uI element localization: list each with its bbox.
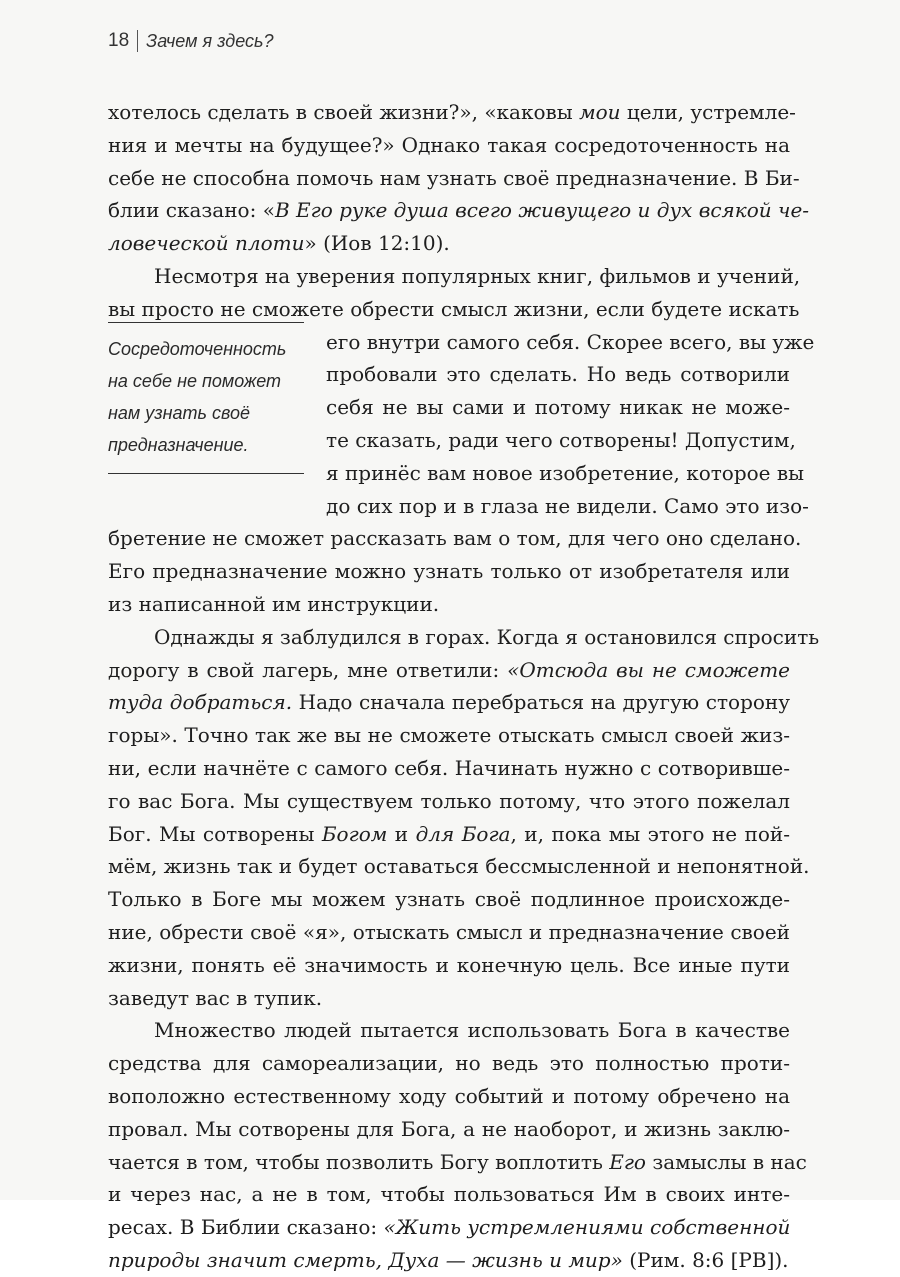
text-line: ни, если начнёте с самого себя. Начинать нужно с сотворивше- (108, 755, 790, 780)
text-line: воположно естественному ходу событий и потому обречено на (108, 1083, 790, 1108)
text-line: ния и мечты на будущее?» Однако такая сосредоточенность на (108, 132, 790, 157)
running-header (108, 30, 273, 52)
pull-quote-line: на себе не поможет (108, 371, 282, 391)
text-line: жизни, понять её значимость и конечную цель. Все иные пути (108, 952, 790, 977)
text-line: Его предназначение можно узнать только от изобретателя или (108, 559, 790, 584)
text-line: ние, обрести своё «я», отыскать смысл и предназначение своей (108, 919, 790, 944)
text-line: Множество людей пытается использовать Бога в качестве (154, 1018, 790, 1043)
text-line: Только в Боге мы можем узнать своё подлинное происхожде- (108, 887, 790, 912)
text-line: те сказать, ради чего сотворены! Допустим, (326, 427, 796, 452)
text-line: заведут вас в тупик. (108, 985, 323, 1010)
text-line: ресах. В Библии сказано: «Жить устремлениями собственной (108, 1215, 791, 1240)
text-line: мём, жизнь так и будет оставаться бессмысленной и непонятной. (108, 854, 810, 879)
text-line: и через нас, а не в том, чтобы пользоваться Им в своих инте- (108, 1182, 790, 1207)
text-line: ловеческой плоти» (Иов 12:10). (108, 231, 450, 256)
text-line: средства для самореализации, но ведь это полностью проти- (108, 1051, 790, 1076)
text-line: до сих пор и в глаза не видели. Само это изо- (326, 493, 809, 518)
text-line: себе не способна помочь нам узнать своё предназначение. В Би- (108, 165, 800, 190)
pull-quote-line: нам узнать своё (108, 403, 251, 423)
text-line: го вас Бога. Мы существуем только потому, что этого пожелал (108, 788, 790, 813)
text-line: бретение не сможет рассказать вам о том, для чего оно сделано. (108, 526, 802, 551)
chapter-title: Зачем я здесь? (146, 30, 274, 51)
page-number: 18 (108, 30, 130, 51)
pull-quote-line: Сосредоточенность (108, 339, 287, 359)
text-line: туда добраться. Надо сначала перебраться на другую сторону (108, 690, 791, 715)
pull-quote-line: предназначение. (108, 435, 249, 455)
text-line: блии сказано: «В Его руке душа всего живущего и дух всякой че- (108, 198, 810, 223)
text-line: его внутри самого себя. Скорее всего, вы уже (326, 329, 815, 354)
text-line: хотелось сделать в своей жизни?», «каковы мои цели, устремле- (108, 100, 796, 124)
text-line: вы просто не сможете обрести смысл жизни, если будете искать (108, 296, 800, 321)
text-line: из написанной им инструкции. (108, 591, 440, 616)
text-line: провал. Мы сотворены для Бога, а не наоборот, и жизнь заклю- (108, 1116, 790, 1141)
text-line: Несмотря на уверения популярных книг, фильмов и учений, (154, 263, 801, 288)
paragraph-1 (108, 96, 810, 260)
text-line: дорогу в свой лагерь, мне ответили: «Отсюда вы не сможете (108, 657, 790, 682)
text-line: пробовали это сделать. Но ведь сотворили (326, 362, 790, 387)
paragraph-4 (108, 1014, 807, 1276)
main-text (108, 96, 820, 1277)
text-line: чается в том, чтобы позволить Богу воплотить Его замыслы в нас (108, 1149, 807, 1174)
text-line: Однажды я заблудился в горах. Когда я остановился спросить (154, 624, 820, 649)
paragraph-2 (108, 260, 815, 621)
text-line: себя не вы сами и потому никак не може- (326, 395, 790, 420)
text-line: я принёс вам новое изобретение, которое вы (326, 460, 805, 485)
paragraph-3 (108, 621, 820, 1015)
text-line: природы значит смерть, Духа — жизнь и мир» (Рим. 8:6 [РВ]). (108, 1247, 789, 1272)
text-line: Бог. Мы сотворены Богом и для Бога, и, пока мы этого не пой- (108, 821, 791, 846)
text-line: горы». Точно так же вы не сможете отыскать смысл своей жиз- (108, 723, 790, 748)
header-divider (137, 30, 138, 52)
